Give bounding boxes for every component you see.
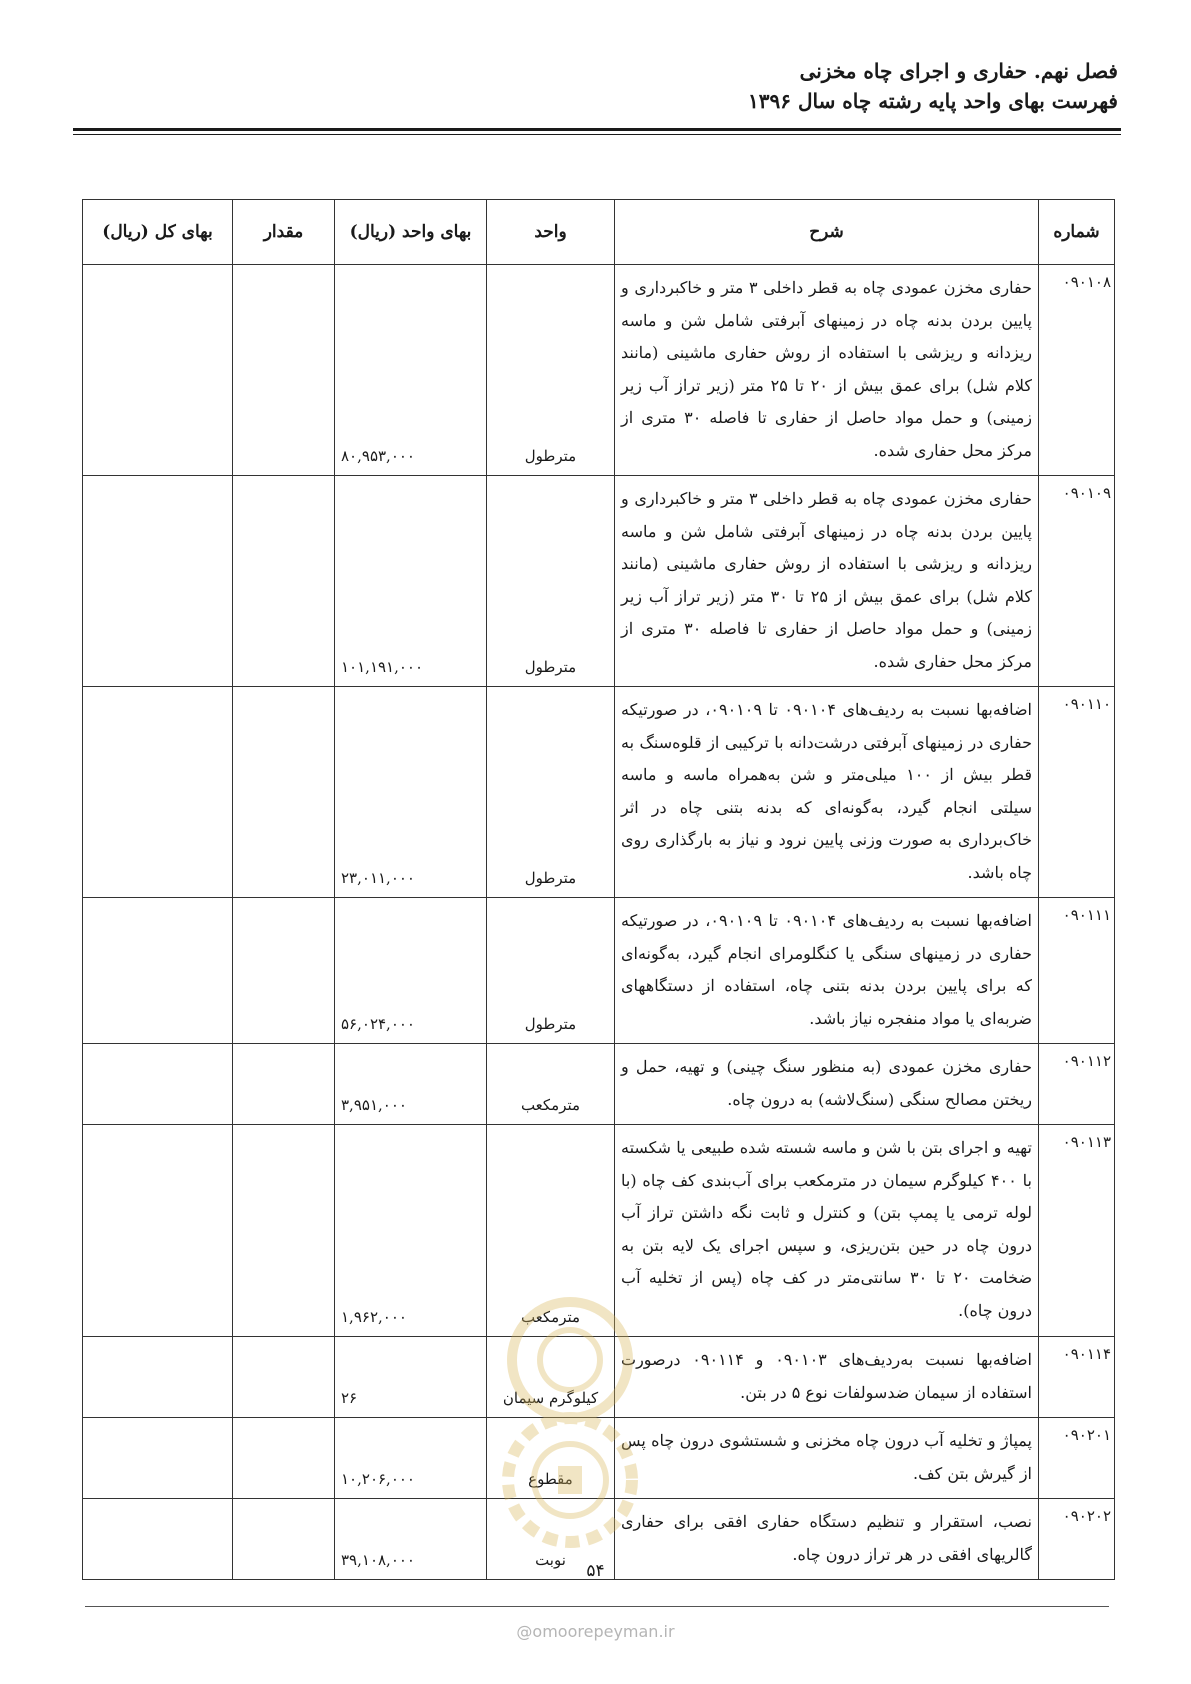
row-unit: مقطوع (487, 1418, 615, 1499)
row-total-price (83, 1337, 233, 1418)
row-unit: نوبت (487, 1499, 615, 1580)
row-code: ۰۹۰۱۱۱ (1039, 898, 1115, 1044)
col-header-unit-price: بهای واحد (ریال) (335, 200, 487, 265)
chapter-title: فصل نهم. حفاری و اجرای چاه مخزنی (799, 59, 1118, 83)
row-unit-price: ۱۰۱,۱۹۱,۰۰۰ (335, 476, 487, 687)
row-code: ۰۹۰۱۱۴ (1039, 1337, 1115, 1418)
document-subtitle: فهرست بهای واحد پایه رشته چاه سال ۱۳۹۶ (748, 89, 1118, 113)
row-description: حفاری مخزن عمودی چاه به قطر داخلی ۳ متر و خاکبرداری و پایین بردن بدنه چاه در زمینهای آبرفتی شامل شن و ماسه ریزدانه و ریزشی با استفاده از روش حفاری ماشینی (مانند کلام شل) برای عمق بیش از ۲۵ تا ۳۰ متر (زیر تراز آب زیر زمینی) و حمل مواد حاصل از حفاری تا فاصله ۳۰ متری از مرکز محل حفاری شده. (615, 476, 1039, 687)
row-unit: مترطول (487, 898, 615, 1044)
row-unit: مترمکعب (487, 1125, 615, 1337)
row-quantity (233, 1125, 335, 1337)
row-total-price (83, 265, 233, 476)
row-unit: مترطول (487, 687, 615, 898)
row-code: ۰۹۰۱۱۲ (1039, 1044, 1115, 1125)
row-code: ۰۹۰۲۰۲ (1039, 1499, 1115, 1580)
watermark-seal-icon (470, 1280, 670, 1570)
row-unit: کیلوگرم سیمان (487, 1337, 615, 1418)
row-code: ۰۹۰۲۰۱ (1039, 1418, 1115, 1499)
row-quantity (233, 1337, 335, 1418)
table-row (83, 687, 1115, 898)
row-quantity (233, 1418, 335, 1499)
row-description: پمپاژ و تخلیه آب درون چاه مخزنی و شستشوی درون چاه پس از گیرش بتن کف. (615, 1418, 1039, 1499)
row-description: حفاری مخزن عمودی چاه به قطر داخلی ۳ متر و خاکبرداری و پایین بردن بدنه چاه در زمینهای آبرفتی شامل شن و ماسه ریزدانه و ریزشی با استفاده از روش حفاری ماشینی (مانند کلام شل) برای عمق بیش از ۲۰ تا ۲۵ متر (زیر تراز آب زیر زمینی) و حمل مواد حاصل از حفاری تا فاصله ۳۰ متری از مرکز محل حفاری شده. (615, 265, 1039, 476)
table-row (83, 476, 1115, 687)
row-code: ۰۹۰۱۱۰ (1039, 687, 1115, 898)
row-total-price (83, 687, 233, 898)
row-total-price (83, 1418, 233, 1499)
col-header-description: شرح (615, 200, 1039, 265)
col-header-code: شماره (1039, 200, 1115, 265)
row-total-price (83, 898, 233, 1044)
row-unit-price: ۲۳,۰۱۱,۰۰۰ (335, 687, 487, 898)
row-description: تهیه و اجرای بتن با شن و ماسه شسته شده طبیعی یا شکسته با ۴۰۰ کیلوگرم سیمان در مترمکعب برای آب‌بندی کف چاه (با لوله ترمی یا پمپ بتن) و کنترل و ثابت نگه داشتن تراز آب درون چاه در حین بتن‌ریزی، و سپس اجرای یک لایه بتن به ضخامت ۲۰ تا ۳۰ سانتی‌متر در کف چاه (پس از تخلیه آب درون چاه). (615, 1125, 1039, 1337)
table-row (83, 898, 1115, 1044)
row-quantity (233, 265, 335, 476)
footer-site-watermark: @omoorepeyman.ir (516, 1622, 675, 1641)
row-quantity (233, 1044, 335, 1125)
row-unit-price: ۳۹,۱۰۸,۰۰۰ (335, 1499, 487, 1580)
page-header (70, 56, 1118, 116)
row-unit-price: ۲۶ (335, 1337, 487, 1418)
row-unit-price: ۸۰,۹۵۳,۰۰۰ (335, 265, 487, 476)
row-code: ۰۹۰۱۱۳ (1039, 1125, 1115, 1337)
table-header-row (83, 200, 1115, 265)
row-unit-price: ۱۰,۲۰۶,۰۰۰ (335, 1418, 487, 1499)
row-unit-price: ۱,۹۶۲,۰۰۰ (335, 1125, 487, 1337)
header-rule-thick (73, 128, 1121, 131)
footer-rule (85, 1606, 1109, 1607)
col-header-total-price: بهای کل (ریال) (83, 200, 233, 265)
row-total-price (83, 1125, 233, 1337)
table-row (83, 1044, 1115, 1125)
row-quantity (233, 898, 335, 1044)
row-unit: مترمکعب (487, 1044, 615, 1125)
col-header-quantity: مقدار (233, 200, 335, 265)
row-description: اضافه‌بها نسبت به ردیف‌های ۰۹۰۱۰۴ تا ۰۹۰۱۰۹، در صورتیکه حفاری در زمینهای سنگی یا کنگلومرای انجام گیرد، به‌گونه‌ای که برای پایین بردن بدنه بتنی چاه، استفاده از دستگاههای ضربه‌ای یا مواد منفجره نیاز باشد. (615, 898, 1039, 1044)
row-description: اضافه‌بها نسبت به‌ردیف‌های ۰۹۰۱۰۳ و ۰۹۰۱۱۴ درصورت استفاده از سیمان ضدسولفات نوع ۵ در بتن. (615, 1337, 1039, 1418)
row-unit-price: ۵۶,۰۲۴,۰۰۰ (335, 898, 487, 1044)
row-code: ۰۹۰۱۰۸ (1039, 265, 1115, 476)
row-description: نصب، استقرار و تنظیم دستگاه حفاری افقی برای حفاری گالریهای افقی در هر تراز درون چاه. (615, 1499, 1039, 1580)
row-quantity (233, 687, 335, 898)
row-description: اضافه‌بها نسبت به ردیف‌های ۰۹۰۱۰۴ تا ۰۹۰۱۰۹، در صورتیکه حفاری در زمینهای آبرفتی درشت‌دانه با ترکیبی از قلوه‌سنگ به قطر بیش از ۱۰۰ میلی‌متر و شن به‌همراه ماسه و ماسه سیلتی انجام گیرد، به‌گونه‌ای که بدنه بتنی چاه در اثر خاک‌برداری به صورت وزنی پایین نرود و نیاز به بارگذاری روی چاه باشد. (615, 687, 1039, 898)
col-header-unit: واحد (487, 200, 615, 265)
row-unit: مترطول (487, 476, 615, 687)
header-rule-thin (73, 134, 1121, 135)
page-number: ۵۴ (586, 1561, 605, 1581)
table-row (83, 265, 1115, 476)
row-quantity (233, 476, 335, 687)
row-total-price (83, 1044, 233, 1125)
row-total-price (83, 476, 233, 687)
row-description: حفاری مخزن عمودی (به منظور سنگ چینی) و تهیه، حمل و ریختن مصالح سنگی (سنگ‌لاشه) به درون چاه. (615, 1044, 1039, 1125)
row-unit: مترطول (487, 265, 615, 476)
row-unit-price: ۳,۹۵۱,۰۰۰ (335, 1044, 487, 1125)
row-code: ۰۹۰۱۰۹ (1039, 476, 1115, 687)
